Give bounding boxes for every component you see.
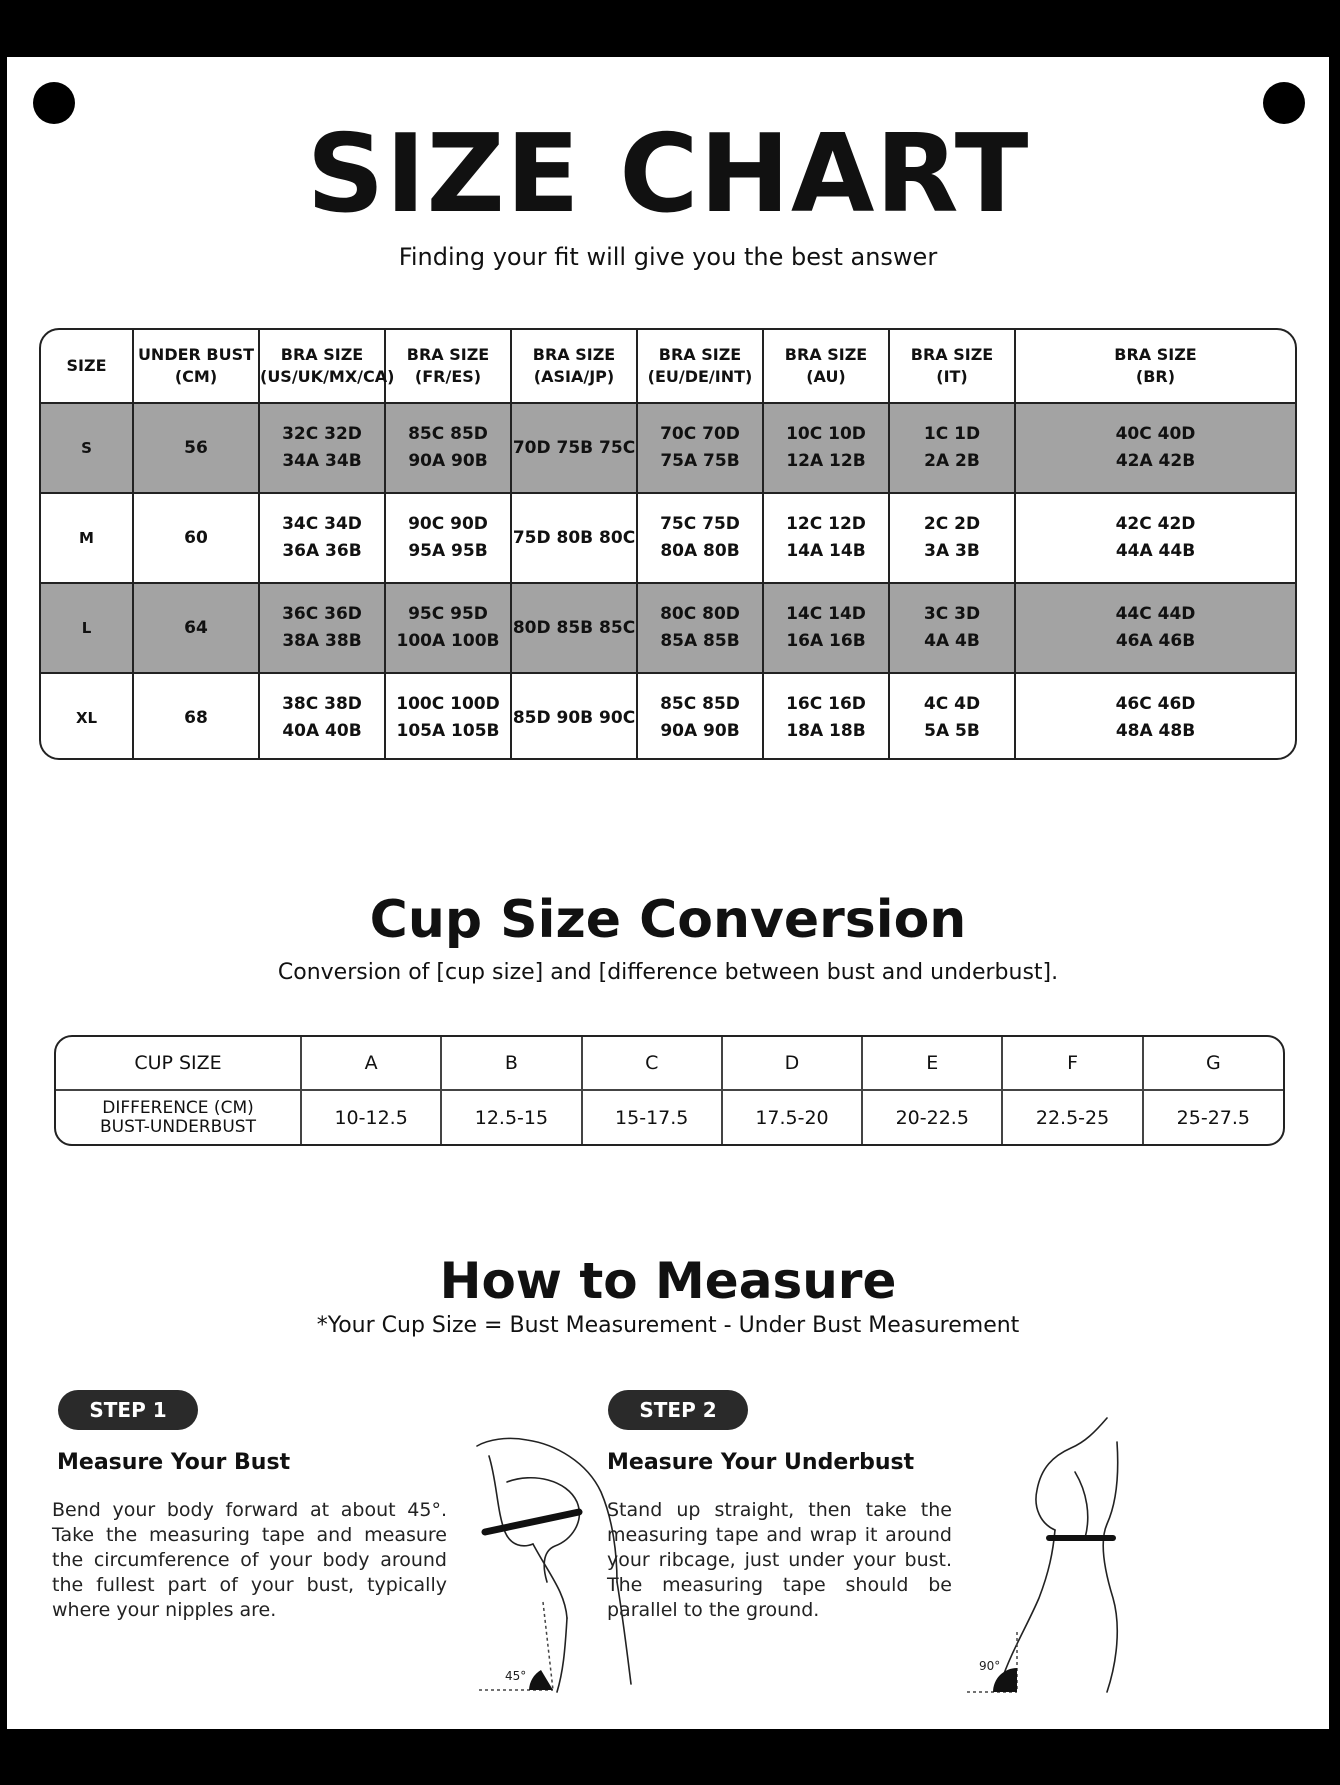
step2-heading: Measure Your Underbust (607, 1450, 915, 1475)
cell-br: 46C 46D 48A 48B (1015, 673, 1295, 760)
angle-label: 45° (505, 1669, 527, 1683)
difference-cell: 20-22.5 (862, 1090, 1002, 1144)
cell-br: 44C 44D 46A 46B (1015, 583, 1295, 673)
cup-size-cell: D (722, 1037, 862, 1090)
table-row (41, 493, 1295, 583)
cell-br: 42C 42D 44A 44B (1015, 493, 1295, 583)
cell-underbust: 60 (133, 493, 259, 583)
cup-size-cell: E (862, 1037, 1002, 1090)
header-au: BRA SIZE (AU) (763, 330, 889, 403)
cell-us: 38C 38D 40A 40B (259, 673, 385, 760)
cell-size: S (41, 403, 133, 493)
difference-cell: 25-27.5 (1143, 1090, 1283, 1144)
page-title: SIZE CHART (306, 112, 1030, 237)
step1-heading: Measure Your Bust (57, 1450, 291, 1475)
size-table-header (41, 330, 1295, 403)
cell-asia: 85D 90B 90C (511, 673, 637, 760)
cell-fr: 85C 85D 90A 90B (385, 403, 511, 493)
difference-cell: 12.5-15 (441, 1090, 581, 1144)
cell-it: 1C 1D 2A 2B (889, 403, 1015, 493)
cell-it: 3C 3D 4A 4B (889, 583, 1015, 673)
cell-au: 10C 10D 12A 12B (763, 403, 889, 493)
header-underbust: UNDER BUST (CM) (133, 330, 259, 403)
header-br: BRA SIZE (BR) (1015, 330, 1295, 403)
cell-eu: 80C 80D 85A 85B (637, 583, 763, 673)
table-row (41, 673, 1295, 760)
angle-wedge (529, 1670, 553, 1690)
cup-size-label: CUP SIZE (56, 1037, 301, 1090)
punch-hole-right (1263, 82, 1305, 124)
angle-label: 90° (979, 1659, 1001, 1673)
difference-cell: 17.5-20 (722, 1090, 862, 1144)
difference-row (56, 1090, 1283, 1144)
header-size: SIZE (41, 330, 133, 403)
cup-section-subtitle: Conversion of [cup size] and [difference between bust and underbust]. (277, 960, 1059, 985)
size-table (39, 328, 1297, 760)
cup-size-cell: B (441, 1037, 581, 1090)
step1-body: Bend your body forward at about 45°. Take the measuring tape and measure the circumference of your body around the fullest part of your bust, typically where your nipples are. (52, 1499, 447, 1621)
cell-asia: 70D 75B 75C (511, 403, 637, 493)
header-eu: BRA SIZE (EU/DE/INT) (637, 330, 763, 403)
cup-section-title: Cup Size Conversion (369, 890, 967, 950)
cell-asia: 75D 80B 80C (511, 493, 637, 583)
cell-us: 34C 34D 36A 36B (259, 493, 385, 583)
header-asia: BRA SIZE (ASIA/JP) (511, 330, 637, 403)
punch-hole-left (33, 82, 75, 124)
cell-it: 2C 2D 3A 3B (889, 493, 1015, 583)
difference-label: DIFFERENCE (CM) BUST-UNDERBUST (100, 1097, 256, 1137)
difference-cell: 22.5-25 (1002, 1090, 1142, 1144)
cell-au: 14C 14D 16A 16B (763, 583, 889, 673)
cell-underbust: 68 (133, 673, 259, 760)
cell-eu: 75C 75D 80A 80B (637, 493, 763, 583)
header-fr: BRA SIZE (FR/ES) (385, 330, 511, 403)
cell-it: 4C 4D 5A 5B (889, 673, 1015, 760)
cell-au: 16C 16D 18A 18B (763, 673, 889, 760)
cell-us: 32C 32D 34A 34B (259, 403, 385, 493)
header-it: BRA SIZE (IT) (889, 330, 1015, 403)
cell-br: 40C 40D 42A 42B (1015, 403, 1295, 493)
cell-asia: 80D 85B 85C (511, 583, 637, 673)
cup-size-cell: C (582, 1037, 722, 1090)
table-row (41, 583, 1295, 673)
underbust-figure-illustration (967, 1412, 1137, 1702)
difference-cell: 10-12.5 (301, 1090, 441, 1144)
cup-size-cell: G (1143, 1037, 1283, 1090)
page-subtitle: Finding your fit will give you the best answer (398, 243, 938, 271)
cell-underbust: 64 (133, 583, 259, 673)
cell-size: L (41, 583, 133, 673)
step2-body: Stand up straight, then take the measuring tape and wrap it around your ribcage, just under your bust. The measuring tape should be parallel to the ground. (607, 1499, 952, 1621)
step2-pill: STEP 2 (608, 1390, 748, 1430)
cell-eu: 85C 85D 90A 90B (637, 673, 763, 760)
cell-underbust: 56 (133, 403, 259, 493)
measure-section-subtitle: *Your Cup Size = Bust Measurement - Under Bust Measurement (316, 1313, 1020, 1338)
measure-section-title: How to Measure (439, 1252, 897, 1310)
difference-cell: 15-17.5 (582, 1090, 722, 1144)
cell-size: XL (41, 673, 133, 760)
table-row (41, 403, 1295, 493)
cell-fr: 90C 90D 95A 95B (385, 493, 511, 583)
cell-au: 12C 12D 14A 14B (763, 493, 889, 583)
cup-size-cell: F (1002, 1037, 1142, 1090)
cell-us: 36C 36D 38A 38B (259, 583, 385, 673)
cell-fr: 95C 95D 100A 100B (385, 583, 511, 673)
cell-size: M (41, 493, 133, 583)
header-us: BRA SIZE (US/UK/MX/CA) (259, 330, 385, 403)
size-chart-sheet (7, 57, 1329, 1729)
cup-table (54, 1035, 1285, 1146)
step1-pill: STEP 1 (58, 1390, 198, 1430)
cell-eu: 70C 70D 75A 75B (637, 403, 763, 493)
cup-size-cell: A (301, 1037, 441, 1090)
cup-size-row (56, 1037, 1283, 1090)
cell-fr: 100C 100D 105A 105B (385, 673, 511, 760)
